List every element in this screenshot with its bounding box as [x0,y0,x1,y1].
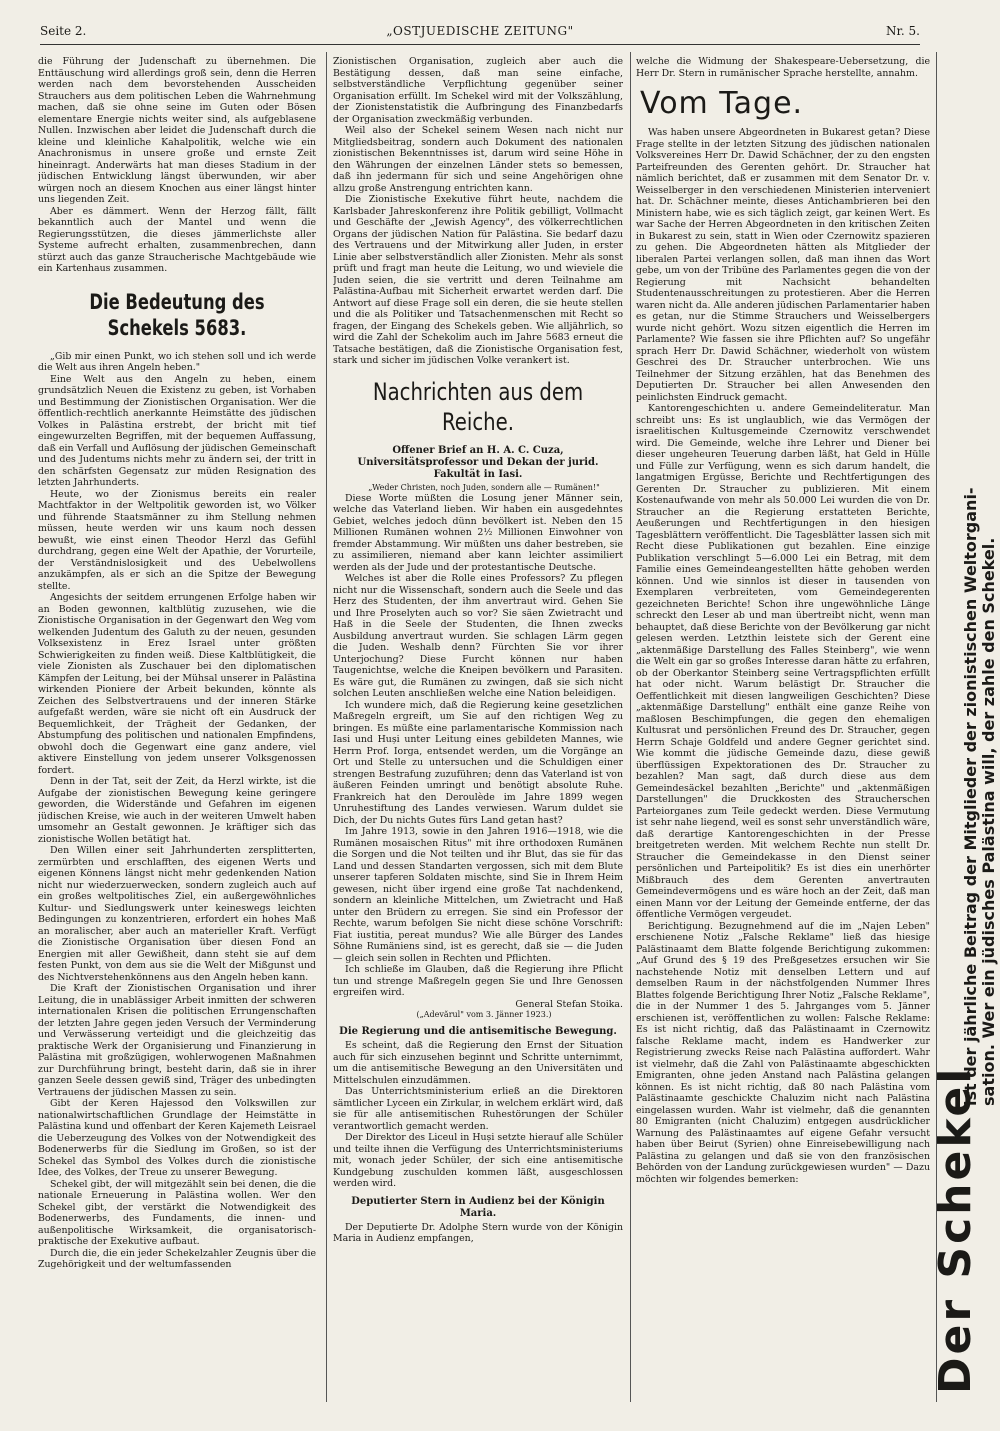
paragraph: Angesichts der seitdem errungenen Erfolge haben wir an Boden gewonnen, kaltblütig zuzusehen, wie die Zionistische Organisation in der Gegenwart den Weg vom welkenden Judentum des Galuth zu der neuen, gesunden Volksexistenz in Erez Israel unter größten Schwierigkeiten zu finden weiß. Diese Kaltblütigkeit, die viele Zionisten als Zuschauer bei den diplomatischen Kämpfen der Leitung, bei der Mühsal unserer in Palästina wirkenden Pioniere der Arbeit bekunden, könnte als Zeichen des Selbstvertrauens und der inneren Stärke aufgefaßt werden, wäre sie nicht oft ein Ausdruck der Bequemlichkeit, der Trägheit der Gedanken, der Abstumpfung des politischen und nationalen Empfindens, obwohl doch die Gegenwart eine ganz andere, viel aktivere Einstellung von jedem unserer Volksgenossen fordert. [38,592,316,776]
paragraph: die Führung der Judenschaft zu übernehmen. Die Enttäuschung wird allerdings groß sein, denn die Herren werden nach dem bevorstehenden Ausscheiden Strauchers aus dem politischen Leben die Wahrnehmung machen, daß sie ohne seine im Guten oder Bösen elementare Energie nichts weiter sind, als aufgeblasene Nullen. Inzwischen aber leidet die Judenschaft durch die kleine und kleinliche Kahalpolitik, welche wie ein Anachronismus in unsere große und ernste Zeit hineinragt. Anderwärts hat man dieses Stadium in der jüdischen Entwicklung längst überwunden, wir aber würgen noch an diesem Knochen aus einer längst hinter uns liegenden Zeit. [38,56,316,205]
paragraph: Berichtigung. Bezugnehmend auf die im „Najen Leben" erschienene Notiz „Falsche Reklame" ließ das hiesige Palästinaamt dem Blatte folgende Berichtigung zukommen: „Auf Grund des § 19 des Preßgesetzes ersuchen wir Sie nachstehende Notiz mit denselben Lettern und auf demselben Raum in der nächstfolgenden Nummer Ihres Blattes folgende Berichtigung Ihrer Notiz „Falsche Reklame", die in der Nummer 1 des 5. Jahrganges vom 5. Jänner erschienen ist, veröffentlichen zu wollen: Falsche Reklame: Es ist nicht richtig, daß das Palästinaamt in Czernowitz falsche Reklame macht, indem es Handwerker zur Registrierung zwecks Reise nach Palästina auffordert. Wahr ist vielmehr, daß die Zahl von Palästinaamte abgeschickten Emigranten, ohne jeden Anstand nach Palästina gelangen können. Es ist nicht richtig, daß 80 nach Palästina vom Palästinaamte geschickte Chaluzim nicht nach Palästina eingelassen wurden. Wahr ist vielmehr, daß die genannten 80 Emigranten (nicht Chaluzim) entgegen ausdrücklicher Warnung des Palästinaamtes auf eigene Gefahr versucht haben über Beirut (Syrien) ohne Einreisebewilligung nach Palästina zu gelangen und daß sie von den französischen Behörden von der Landung zurückgewiesen wurden" — Dazu möchten wir folgendes bemerken: [636,920,930,1185]
paragraph: Eine Welt aus den Angeln zu heben, einem grundsätzlich Neuen die Existenz zu geben, ist Vorhaben und Bestimmung der Zionistischen Organisation. Wer die öffentlich-rechtlich anerkannte Heimstätte des jüdischen Volkes in Palästina erstrebt, der bricht mit tief eingewurzelten Begriffen, mit der bequemen Auffassung, daß ein Verfall und Auflösung der jüdischen Gemeinschaft und des Judentums nichts mehr zu ändern sei, der tritt in den schärfsten Gegensatz zur müden Resignation des letzten Jahrhunderts. [38,373,316,488]
paragraph: Gibt der Keren Hajessod den Volkswillen zur nationalwirtschaftlichen Grundlage der Heimstätte in Palästina kund und offenbart der Keren Kajemeth Leisrael die Ueberzeugung des Volkes von der Notwendigkeit des Bodenerwerbs für die Siedlung im Großen, so ist der Schekel das Symbol des Volkes durch die zionistische Idee, des Volkes, der Treue zu unserer Bewegung. [38,1098,316,1178]
paragraph: Im Jahre 1913, sowie in den Jahren 1916—1918, wie die Rumänen mosaischen Ritus" mit ihre orthodoxen Rumänen die Sorgen und die Not teilten und ihr Blut, das sie für das Land und dessen Standarten vergossen, sich mit dem Blute unserer tapferen Soldaten mischte, sind Sie in Ihrem Heim gewesen, nicht über irgend eine große Tat nachdenkend, sondern an kleinliche Mittelchen, um Zwietracht und Haß unter den Brüdern zu erregen. Sie sind ein Professor der Rechte, warum befolgen Sie nicht diese schöne Vorschrift: Fiat iustitia, pereat mundus? Wie alle Bürger des Landes Söhne Rumäniens sind, ist es gerecht, daß sie — die Juden — gleich sein sollen in Rechten und Pflichten. [333,826,623,964]
paragraph: Welches ist aber die Rolle eines Professors? Zu pflegen nicht nur die Wissenschaft, sondern auch die Seele und das Herz des Studenten, der ihm anvertraut wird. Gehen Sie und Ihre Proselyten auch so vor? Sie säen Zwietracht und Haß in die Seele der Studenten, die Ihnen zwecks Ausbildung anvertraut wurden. Sie schlagen Lärm gegen die Juden. Weshalb denn? Fürchten Sie vor ihrer Unterjochung? Diese Furcht können nur haben Taugenichtse, welche die Kneipen bevölkern und Parasiten. Es wäre gut, die Rumänen zu zwingen, daß sie sich nicht solchen Leuten anschließen welche eine Nation beleidigen. [333,573,623,699]
section-heading: Vom Tage. [640,86,804,121]
paragraph: Ich wundere mich, daß die Regierung keine gesetzlichen Maßregeln ergreift, um Sie auf den richtigen Weg zu bringen. Es müßte eine parlamentarische Kommission nach Iasi und Huși unter Leitung eines gebildeten Mannes, wie Herrn Prof. Iorga, entsendet werden, um die Vorgänge an Ort und Stelle zu untersuchen und die Schuldigen einer strengen Bestrafung zuzuführen; denn das Vaterland ist von äußeren Feinden umringt und benötigt absolute Ruhe. Frankreich hat den Deroulède im Jahre 1899 wegen Unruhestiftung des Landes verwiesen. Warum duldet sie Dich, der Du nichts Gutes fürs Land getan hast? [333,699,623,826]
paragraph: Heute, wo der Zionismus bereits ein realer Machtfaktor in der Weltpolitik geworden ist, wo Völker und führende Staatsmänner zu ihm Stellung nehmen müssen, heute werden wir uns kaum noch dessen bewußt, wie einst einen Theodor Herzl das Gefühl durchdrang, gegen eine Welt der Apathie, der Vorurteile, der Verständnislosigkeit und des Uebelwollens anzukämpfen, als er sich an die Spitze der Bewegung stellte. [38,488,316,592]
paragraph: Aber es dämmert. Wenn der Herzog fällt, fällt bekanntlich auch der Mantel und wenn die Regierungsstützen, die dieses jämmerlichste aller Systeme aufrecht erhalten, zusammenbrechen, dann stürzt auch das ganze Straucherische Machtgebäude wie ein Kartenhaus zusammen. [38,205,316,274]
paragraph: Die Zionistische Exekutive führt heute, nachdem die Karlsbader Jahreskonferenz ihre Politik gebilligt, Vollmacht und Geschäfte der „Jewish Agency", des völkerrechtlichen Organs der jüdischen Nation für Palästina. Sie bedarf dazu des Vertrauens und der Mitwirkung aller Juden, in erster Linie aber selbstverständlich aller Zionisten. Mehr als sonst prüft und fragt man heute die Leitung, wo und wieviele die Juden seien, die sie vertritt und deren Teilnahme am Palästina-Aufbau mit Sicherheit erwartet werden darf. Die Antwort auf diese Frage soll ein deren, die sie heute stellen und die als Politiker und Tatsachenmenschen mit Recht so fragen, der Eingang des Schekels geben. Wie alljährlich, so wird die Zahl der Schekolim auch im Jahre 5683 erneut die Tatsache bestätigen, daß die Zionistische Organisation fest, stark und sicher im jüdischen Volke verankert ist. [333,194,623,366]
column-2 [333,56,623,1401]
article-subheading: Offener Brief an H. A. C. Cuza, Universitätsprofessor und Dekan der jurid. Fakultät in Iasi. [357,444,599,480]
paragraph: Diese Worte müßten die Losung jener Männer sein, welche das Vaterland lieben. Wir haben ein ausgedehntes Gebiet, welches jedoch dünn bevölkert ist. Neben den 15 Millionen Rumänen wohnen 2½ Millionen Einwohner von fremder Abstammung. Wir müßten uns daher bestreben, sie zu assimilieren, niemand aber kann leichter assimiliert werden als der Jude und der protestantische Deutsche. [333,492,623,573]
sidebar-text-line: sation. Wer ein jüdisches Palästina will, der zahle den Schekel. [979,537,998,1106]
paragraph: Was haben unsere Abgeordneten in Bukarest getan? Diese Frage stellte in der letzten Sitzung des jüdischen nationalen Volksvereines Herr Dr. Dawid Schächner, der zu den engsten Parteifreunden des Gerenten gehört. Dr. Straucher hat nämlich berichtet, daß er zusammen mit dem Senator Dr. v. Weisselberger in den verschiedenen Ministerien interveniert hat. Dr. Schächner meinte, dieses Antichambrieren bei den Ministern habe, wie es sich täglich zeigt, gar keinen Wert. Es war Sache der Herren Abgeordneten in den kritischen Zeiten in Bukarest zu sein, statt in Wien oder Czernowitz spazieren zu gehen. Die Abgeordneten hätten als Mitglieder der liberalen Partei verlangen sollen, daß man ihnen das Wort gebe, um von der Tribüne des Parlamentes gegen die von der Regierung mit Nachsicht behandelten Studentenausschreitungen zu protestieren. Aber die Herren waren nicht da. Alle anderen jüdischen Parlamentarier haben es getan, nur die Stimme Strauchers und Weisselbergers wurde nicht gehört. Wozu sitzen eigentlich die Herren im Parlamente? Wie fassen sie ihre Pflichten auf? So ungefähr sprach Herr Dr. Dawid Schächner, wiederholt von wüstem Geschrei des Dr. Straucher unterbrochen. Wie uns Teilnehmer der Sitzung erzählen, hat das Benehmen des Deputierten Dr. Straucher bei allen Anwesenden den peinlichsten Eindruck gemacht. [636,127,930,403]
paragraph: Kantorengeschichten u. andere Gemeindeliteratur. Man schreibt uns: Es ist unglaublich, wie das Vermögen der israelitischen Kultusgemeinde Czernowitz verschwendet wird. Die Gemeinde, welche ihre Lehrer und Diener bei dieser ungeheuren Teuerung darben läßt, hat Geld in Hülle und Fülle zur Verfügung, wenn es sich darum handelt, die langatmigen Ergüsse, Berichte und Rechtfertigungen des Gerenten Dr. Straucher zu publizieren. Mit einem Kostenaufwande von mehr als 50.000 Lei wurden die von Dr. Straucher an die Regierung erstatteten Berichte, Aeußerungen und Rechtfertigungen in den hiesigen Tagesblättern veröffentlicht. Die Tagesblätter lassen sich mit Recht diese Publikationen gut bezahlen. Eine einzige Publikation verschlingt 5—6.000 Lei ein Betrag, mit dem Familie eines Gemeindeangestellten hätte gehoben werden können. Und wie sinnlos ist dieser in tausenden von Exemplaren verbreiteten, vom Gemeindegerenten gezeichneten Berichte! Schon ihre ungewöhnliche Länge schreckt den Leser ab und man übertreibt nicht, wenn man behauptet, daß diese Berichte von der Bevölkerung gar nicht gelesen werden. Letzthin leistete sich der Gerent eine „aktenmäßige Darstellung des Falles Steinberg", wie wenn die Welt ein gar so großes Interesse daran hätte zu erfahren, ob der Oberkantor Steinberg seine Vertragspflichten erfüllt hat oder nicht. Warum belästigt Dr. Straucher die Oeffentlichkeit mit diesen langweiligen Geschichten? Diese „aktenmäßige Darstellung" enthält eine ganze Reihe von maßlosen Beschimpfungen, die gegen den ehemaligen Kultusrat und persönlichen Freund des Dr. Straucher, gegen Herrn Schaje Goldfeld und andere Gegner gerichtet sind. Wie kommt die jüdische Gemeinde dazu, diese gewiß überflüssigen Expektorationen des Dr. Straucher zu bezahlen? Man sagt, daß durch diese aus dem Gemeindesäckel bezahlten „Berichte" und „aktenmäßigen Darstellungen" die Druckkosten des Straucherschen Parteiorganes zum Teile gedeckt werden. Diese Vermutung ist sehr nahe liegend, weil es sonst sehr unverständlich wäre, daß derartige Kantorengeschichten in der Presse breitgetreten werden. Mit welchem Rechte nun stellt Dr. Straucher die Gemeindekasse in den Dienst seiner persönlichen und Parteipolitik? Es ist dies ein unerhörter Mißbrauch des dem Gerenten anvertrauten Gemeindevermögens und es wäre hoch an der Zeit, daß man einen Mann vor der Leitung der Gemeinde entferne, der das öffentliche Vermögen vergeudet. [636,403,930,920]
paragraph: Den Willen einer seit Jahrhunderten zersplitterten, zermürbten und erschlafften, des eigenen Werts und eigenen Könnens längst nicht mehr gedenkenden Nation nicht nur wiederzuerwecken, sondern zugleich auch auf ein großes weltpolitisches Ziel, ein außergewöhnliches Kultur- und Siedlungswerk unter keineswegs leichten Bedingungen zu konzentrieren, erfordert ein hohes Maß an moralischer, aber auch an materieller Kraft. Verfügt die Zionistische Organisation über diesen Fond an Energien mit aller Gewißheit, dann steht sie auf dem festen Punkt, von dem aus sie die Welt der Mißgunst und des Nichtverstehenkönnens aus den Angeln heben kann. [38,845,316,983]
epigraph: „Gib mir einen Punkt, wo ich stehen soll und ich werde die Welt aus ihren Angeln heben." [38,350,316,373]
paragraph: welche die Widmung der Shakespeare-Uebersetzung, die Herr Dr. Stern in rumänischer Sprache herstellte, annahm. [636,56,930,79]
paragraph: Schekel gibt, der will mitgezählt sein bei denen, die die nationale Erneuerung in Palästina wollen. Wer den Schekel gibt, der verstärkt die Notwendigkeit des Bodenerwerbs, des Fundaments, die innen- und außenpolitische Wirksamkeit, die organisatorisch-praktische der Exekutive aufbaut. [38,1178,316,1247]
column-divider [630,52,631,1402]
signature: General Stefan Stoika. [515,998,623,1010]
page-number: Seite 2. [40,24,87,38]
paragraph: Denn in der Tat, seit der Zeit, da Herzl wirkte, ist die Aufgabe der zionistischen Bewegung keine geringere geworden, die Widerstände und Gefahren im eigenen jüdischen Kreise, wie auch in der weiteren Umwelt haben umsomehr an Gestalt gewonnen. Je kräftiger sich das zionistische Wollen betätigt hat. [38,776,316,845]
schekel-sidebar [930,56,998,1401]
masthead [40,22,920,45]
sidebar-title: Der Schekel [930,1065,981,1394]
motto: „Weder Christen, noch Juden, sondern alle — Rumänen!" [368,482,600,492]
paragraph: Ich schließe im Glauben, daß die Regierung ihre Pflicht tun und strenge Maßregeln gegen Sie und Ihre Genossen ergreifen wird. [333,964,623,998]
paragraph: Weil also der Schekel seinem Wesen nach nicht nur Mitgliedsbeitrag, sondern auch Dokument des nationalen zionistischen Bekenntnisses ist, darum wird seine Höhe in den Währungen der einzelnen Länder stets so bemessen, daß ihn jedermann für sich und seine Angehörigen ohne allzu große Anstrengung entrichten kann. [333,125,623,194]
issue-number: Nr. 5. [886,24,920,38]
newspaper-title: „OSTJUEDISCHE ZEITUNG" [386,24,574,38]
paragraph: Die Kraft der Zionistischen Organisation und ihrer Leitung, die in unablässiger Arbeit inmitten der schweren internationalen Krisen die politischen Errungenschaften der letzten Jahre gegen jeden Versuch der Verminderung und Verwässerung verteidigt und die gleichzeitig das praktische Werk der Organisierung und Finanzierung in Palästina mit großzügigen, wohlerwogenen Maßnahmen zur Durchführung bringt, besteht darin, daß sie in ihrer ganzen Seele dessen gewiß sind, Träger des unbedingten Vertrauens der jüdischen Massen zu sein. [38,983,316,1098]
article-heading: Die Bedeutung des Schekels 5683. [89,289,265,340]
source-note: („Adevărul" vom 3. Jänner 1923.) [416,1010,552,1019]
column-1 [38,56,316,1401]
paragraph: Es scheint, daß die Regierung den Ernst der Situation auch für sich einzusehen beginnt und Schritte unternimmt, um die antisemitische Bewegung an den Universitäten und Mittelschulen einzudämmen. [333,1040,623,1086]
paragraph: Der Direktor des Liceul in Huși setzte hierauf alle Schüler und teilte ihnen die Verfügung des Unterrichtsministeriums mit, wonach jeder Schüler, der sich eine antisemitische Kundgebung zuschulden kommen läßt, ausgeschlossen werden wird. [333,1132,623,1189]
section-heading: Nachrichten aus dem Reiche. [372,377,584,436]
paragraph: Durch die, die ein jeder Schekelzahler Zeugnis über die Zugehörigkeit und der weltumfassenden [38,1247,316,1270]
paragraph: Der Deputierte Dr. Adolphe Stern wurde von der Königin Maria in Audienz empfangen, [333,1221,623,1244]
column-divider [326,52,327,1402]
article-subheading: Die Regierung und die antisemitische Bewegung. [339,1026,617,1037]
paragraph: Das Unterrichtsministerium erließ an die Direktoren sämtlicher Lyceen ein Zirkular, in welchem erklärt wird, daß sie für alle antisemitischen Ruhestörungen der Schüler verantwortlich gemacht werden. [333,1086,623,1132]
article-subheading: Deputierter Stern in Audienz bei der Königin Maria. [351,1195,605,1219]
column-3 [636,56,930,1401]
paragraph: Zionistischen Organisation, zugleich aber auch die Bestätigung dessen, daß man seine einfache, selbstverständliche Verpflichtung gegenüber seiner Organisation erfüllt. Im Schekel wird mit der Volkszählung, der Zionistenstatistik die Aufbringung des Finanzbedarfs der Organisation zweckmäßig verbunden. [333,56,623,125]
sidebar-text-line: ist der jährliche Beitrag der Mitglieder der zionistischen Weltorgani- [961,487,980,1106]
